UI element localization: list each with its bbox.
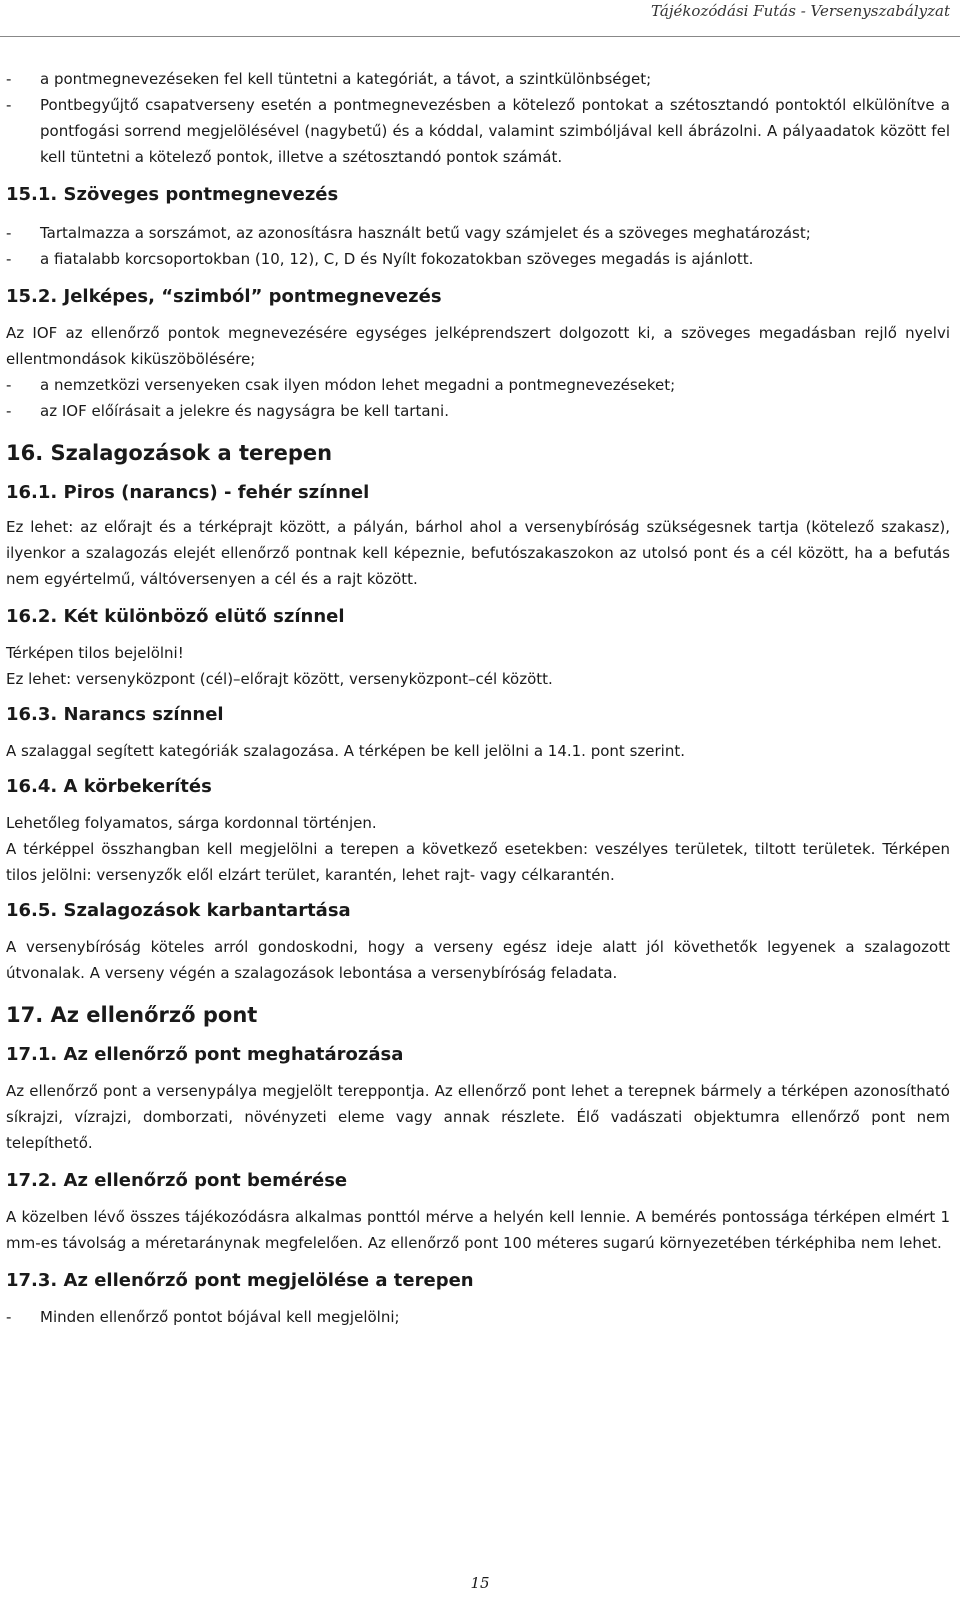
list-item-text: Pontbegyűjtő csapatverseny esetén a pontmegnevezésben a kötelező pontokat a szétosztandó pontoktól elkülönítve a pontfogási sorrend megjelölésével (nagybetű) és a kóddal, valamint szimbóljával kell ábrázolni. A pályaadatok között fel kell tüntetni a kötelező pontok, illetve a szétosztandó pontok számát. — [40, 96, 950, 166]
list-item — [6, 220, 950, 246]
list-dash: - — [6, 96, 12, 114]
header-divider — [0, 36, 960, 37]
section-heading-16-3: 16.3. Narancs színnel — [6, 704, 224, 725]
list-dash: - — [6, 1308, 12, 1326]
list-item — [6, 398, 950, 424]
section-heading-17-2: 17.2. Az ellenőrző pont bemérése — [6, 1170, 348, 1191]
section-heading-16-1: 16.1. Piros (narancs) - fehér színnel — [6, 482, 370, 503]
section-heading-17-1: 17.1. Az ellenőrző pont meghatározása — [6, 1044, 404, 1065]
list-dash: - — [6, 70, 12, 88]
list-item — [6, 92, 950, 170]
paragraph: A szalaggal segített kategóriák szalagozása. A térképen be kell jelölni a 14.1. pont szerint. — [6, 742, 685, 760]
paragraph: Ez lehet: versenyközpont (cél)–előrajt között, versenyközpont–cél között. — [6, 670, 553, 688]
paragraph: A versenybíróság köteles arról gondoskodni, hogy a verseny egész ideje alatt jól követhetők legyenek a szalagozott útvonalak. A verseny végén a szalagozások lebontása a versenybíróság feladata. — [6, 938, 950, 982]
paragraph: Térképen tilos bejelölni! — [6, 644, 184, 662]
running-header: Tájékozódási Futás - Versenyszabályzat — [651, 2, 950, 20]
list-item — [6, 66, 950, 92]
list-item — [6, 246, 950, 272]
paragraph: Lehetőleg folyamatos, sárga kordonnal történjen. — [6, 814, 377, 832]
list-dash: - — [6, 224, 12, 242]
list-item-text: Minden ellenőrző pontot bójával kell megjelölni; — [40, 1308, 400, 1326]
list-item-text: az IOF előírásait a jelekre és nagyságra be kell tartani. — [40, 402, 449, 420]
list-item — [6, 372, 950, 398]
list-item-text: a pontmegnevezéseken fel kell tüntetni a kategóriát, a távot, a szintkülönbséget; — [40, 70, 652, 88]
list-item-text: Tartalmazza a sorszámot, az azonosításra használt betű vagy számjelet és a szöveges meghatározást; — [40, 224, 811, 242]
page-number: 15 — [470, 1574, 490, 1592]
chapter-heading-16: 16. Szalagozások a terepen — [6, 441, 333, 465]
section-heading-15-2: 15.2. Jelképes, “szimból” pontmegnevezés — [6, 286, 442, 307]
paragraph: A közelben lévő összes tájékozódásra alkalmas ponttól mérve a helyén kell lennie. A bemérés pontossága térképen elmért 1 mm-es távolság a méretaránynak megfelelően. Az ellenőrző pont 100 méteres sugarú környezetében térképhiba nem lehet. — [6, 1208, 950, 1252]
paragraph: Az ellenőrző pont a versenypálya megjelölt tereppontja. Az ellenőrző pont lehet a terepnek bármely a térképen azonosítható síkrajzi, vízrajzi, domborzati, növényzeti eleme vagy annak részlete. Élő vadászati objektumra ellenőrző pont nem telepíthető. — [6, 1082, 950, 1152]
section-heading-15-1: 15.1. Szöveges pontmegnevezés — [6, 184, 339, 205]
section-heading-16-4: 16.4. A körbekerítés — [6, 776, 212, 797]
paragraph: Ez lehet: az előrajt és a térképrajt között, a pályán, bárhol ahol a versenybíróság szükségesnek tartja (kötelező szakasz), ilyenkor a szalagozás elejét ellenőrző pontnak kell képeznie, befutószakaszokon az utolsó pont és a cél között, ha a befutás nem egyértelmű, váltóversenyen a cél és a rajt között. — [6, 518, 950, 588]
section-heading-17-3: 17.3. Az ellenőrző pont megjelölése a terepen — [6, 1270, 474, 1291]
list-item-text: a fiatalabb korcsoportokban (10, 12), C, D és Nyílt fokozatokban szöveges megadás is ajánlott. — [40, 250, 754, 268]
section-heading-16-5: 16.5. Szalagozások karbantartása — [6, 900, 351, 921]
chapter-heading-17: 17. Az ellenőrző pont — [6, 1003, 258, 1027]
list-item — [6, 1304, 950, 1330]
section-heading-16-2: 16.2. Két különböző elütő színnel — [6, 606, 345, 627]
paragraph: A térképpel összhangban kell megjelölni a terepen a következő esetekben: veszélyes területek, tiltott területek. Térképen tilos jelölni: versenyzők elől elzárt terület, karantén, lehet rajt- vagy célkarantén. — [6, 840, 950, 884]
list-item-text: a nemzetközi versenyeken csak ilyen módon lehet megadni a pontmegnevezéseket; — [40, 376, 676, 394]
list-dash: - — [6, 402, 12, 420]
document-body — [6, 66, 950, 1330]
list-dash: - — [6, 250, 12, 268]
paragraph: Az IOF az ellenőrző pontok megnevezésére egységes jelképrendszert dolgozott ki, a szöveges megadásban rejlő nyelvi ellentmondások kiküszöbölésére; — [6, 324, 950, 368]
list-dash: - — [6, 376, 12, 394]
